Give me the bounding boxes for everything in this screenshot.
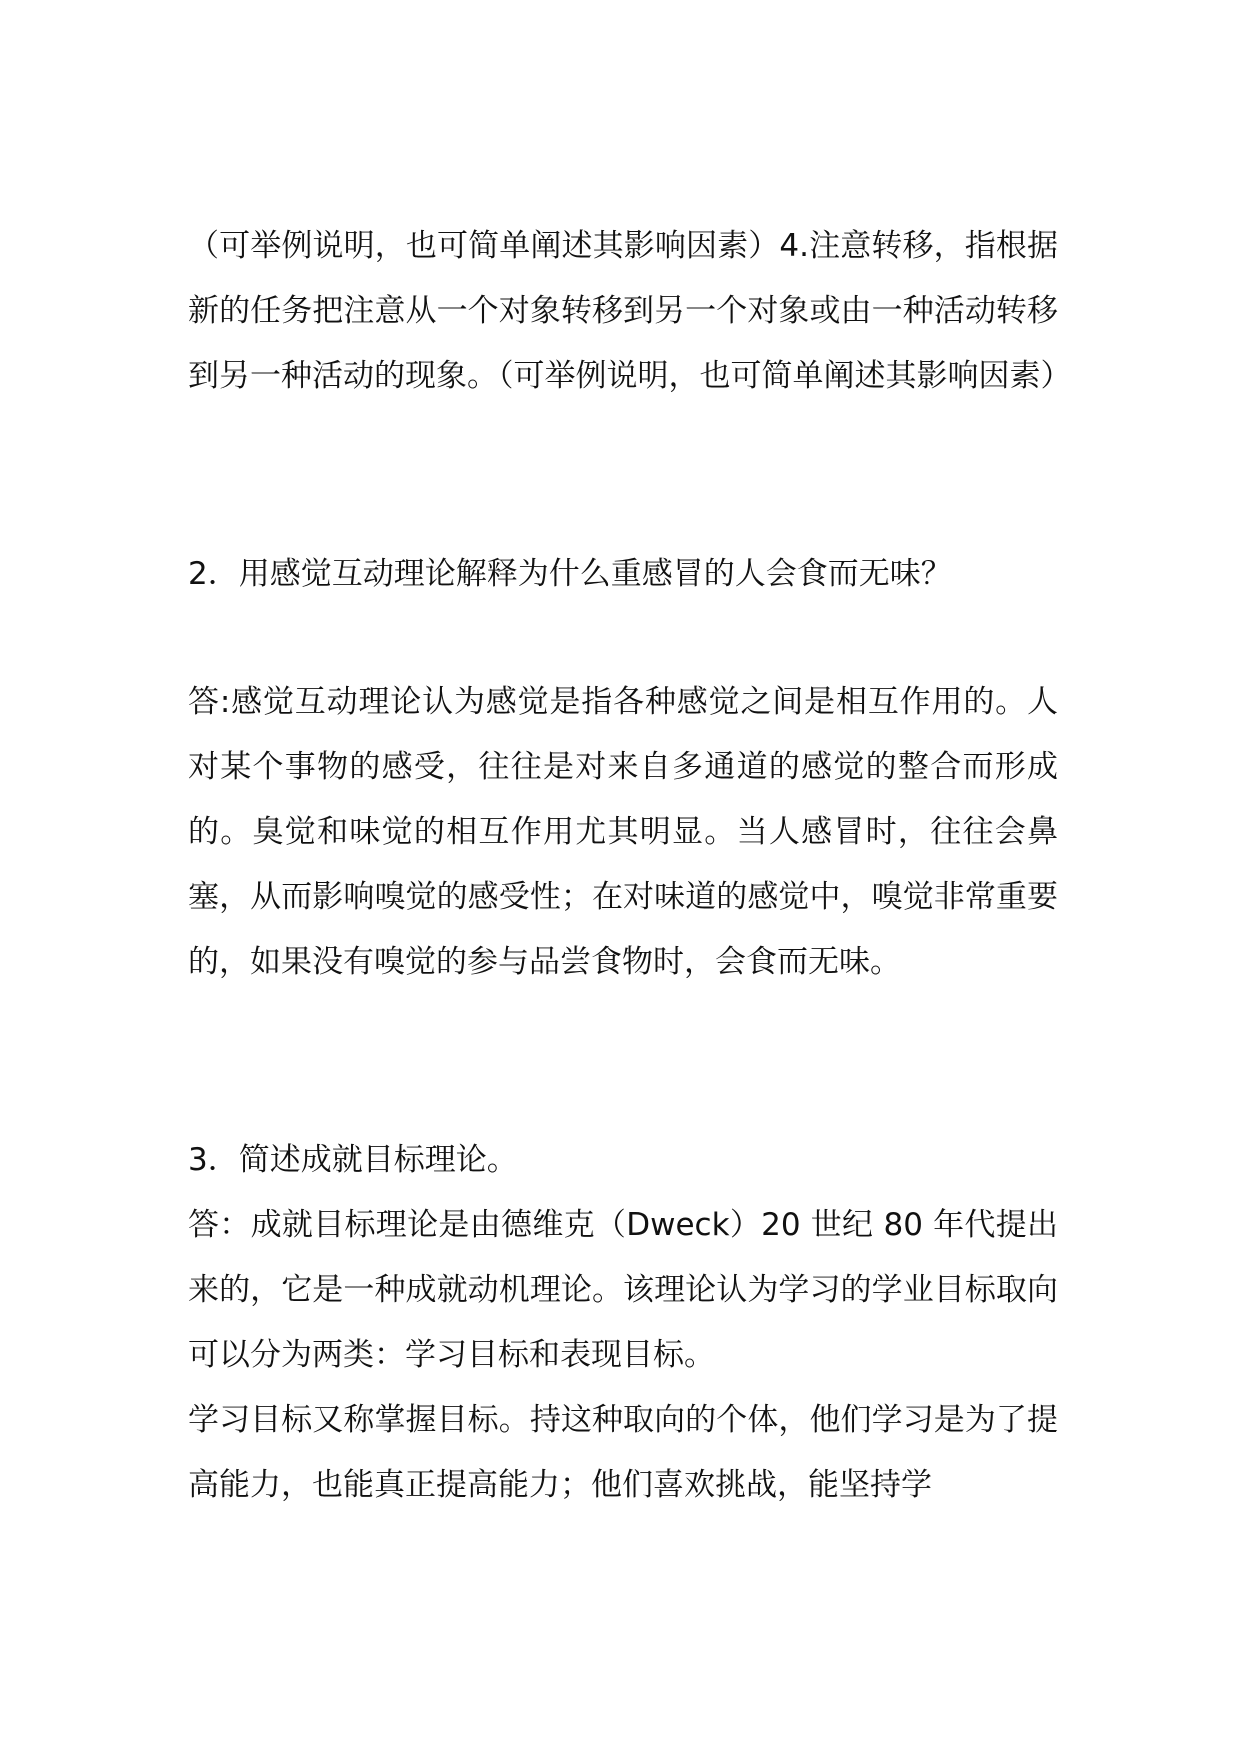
paragraph-attention-shift: （可举例说明，也可简单阐述其影响因素）4.注意转移，指根据新的任务把注意从一个对象转移到另一个对象或由一种活动转移到另一种活动的现象。（可举例说明，也可简单阐述其影响因素）	[188, 228, 1072, 394]
answer-3: 答：成就目标理论是由德维克（Dweck）20 世纪 80 年代提出来的，它是一种成就动机理论。该理论认为学习的学业目标取向可以分为两类：学习目标和表现目标。	[188, 1207, 1058, 1373]
paragraph-learning-goal: 学习目标又称掌握目标。持这种取向的个体，他们学习是为了提高能力，也能真正提高能力；他们喜欢挑战，能坚持学	[188, 1402, 1058, 1503]
document-page	[188, 0, 1072, 1754]
question-2: 2．用感觉互动理论解释为什么重感冒的人会食而无味？	[188, 556, 952, 592]
answer-2: 答:感觉互动理论认为感觉是指各种感觉之间是相互作用的。人对某个事物的感受，往往是对来自多通道的感觉的整合而形成的。臭觉和味觉的相互作用尤其明显。当人感冒时，往往会鼻塞，从而影响嗅觉的感受性；在对味道的感觉中，嗅觉非常重要的，如果没有嗅觉的参与品尝食物时，会食而无味。	[188, 684, 1058, 980]
question-3: 3．简述成就目标理论。	[188, 1142, 518, 1178]
